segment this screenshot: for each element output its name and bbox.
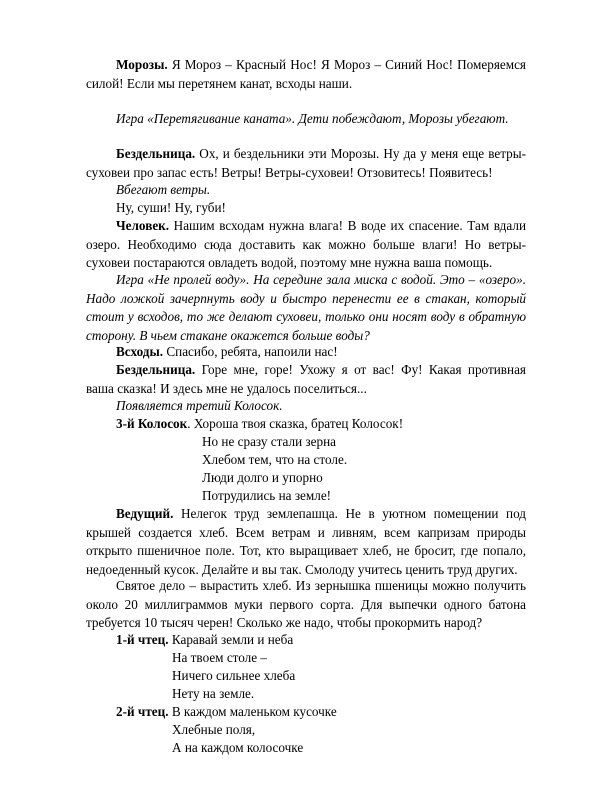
speaker-label: Бездельница. bbox=[116, 362, 196, 377]
stage-direction-third-kolosok: Появляется третий Колосок. bbox=[116, 398, 283, 413]
stage-direction-winds: Вбегают ветры. bbox=[116, 182, 211, 197]
poem-line: На твоем столе – bbox=[172, 650, 268, 665]
paragraph-winds-line: Ну, суши! Ну, губи! bbox=[116, 200, 226, 215]
poem-line: Хлебом тем, что на столе. bbox=[202, 452, 348, 467]
speaker-label: Морозы. bbox=[116, 57, 168, 72]
poem-line: А на каждом колосочке bbox=[172, 740, 304, 755]
speaker-label: Бездельница. bbox=[116, 146, 196, 161]
speaker-label: 2-й чтец. bbox=[116, 704, 169, 719]
paragraph-vskhody bbox=[86, 343, 526, 362]
speaker-label: 3-й Колосок bbox=[116, 416, 188, 431]
paragraph-morozy bbox=[86, 56, 526, 93]
paragraph-text: Каравай земли и неба bbox=[168, 632, 294, 647]
paragraph-bezdelnitsa-1 bbox=[86, 145, 526, 182]
speaker-label: 1-й чтец. bbox=[116, 632, 169, 647]
poem-line: Нету на земле. bbox=[172, 686, 255, 701]
poem-line: Люди долго и упорно bbox=[202, 470, 323, 485]
stage-direction-tug-of-war: Игра «Перетягивание каната». Дети побеждают, Морозы убегают. bbox=[116, 111, 509, 126]
paragraph-text: Горе мне, горе! Ухожу я от вас! Фу! Какая противная ваша сказка! И здесь мне не удалось поселиться... bbox=[86, 362, 526, 396]
stage-direction-water-game: Игра «Не пролей воду». На середине зала миска с водой. Это – «озеро». Надо ложкой зачерпнуть воду и быстро перенести ее в стакан, который стоит у всходов, то же делают суховеи, только они носят воду в обратную сторону. В чьем стакане окажется больше воды? bbox=[86, 272, 526, 343]
speaker-label: Ведущий. bbox=[116, 506, 174, 521]
poem-line: Но не сразу стали зерна bbox=[202, 434, 336, 449]
paragraph-vedushchiy bbox=[86, 505, 526, 579]
paragraph-kolosok bbox=[86, 415, 526, 434]
paragraph-reader-2 bbox=[86, 703, 526, 722]
paragraph-text: Ох, и бездельники эти Морозы. Ну да у меня еще ветры-суховеи про запас есть! Ветры! Ветры-суховеи! Отзовитесь! Появитесь! bbox=[86, 146, 526, 180]
paragraph-reader-1 bbox=[86, 631, 526, 650]
paragraph-text: . Хороша твоя сказка, братец Колосок! bbox=[187, 416, 404, 431]
paragraph-text: Нашим всходам нужна влага! В воде их спасение. Там вдали озеро. Необходимо сюда доставить как можно больше влаги! Но ветры-суховеи постараются овладеть водой, поэтому мне нужна ваша помощь. bbox=[86, 218, 526, 271]
speaker-label: Всходы. bbox=[116, 344, 164, 359]
paragraph-text: В каждом маленьком кусочке bbox=[168, 704, 337, 719]
paragraph-chelovek bbox=[86, 217, 526, 273]
paragraph-text: Спасибо, ребята, напоили нас! bbox=[163, 344, 338, 359]
paragraph-text: Нелегок труд землепашца. Не в уютном помещении под крышей создается хлеб. Всем ветрам и ливням, всем капризам природы открыто пшеничное поле. Тот, кто выращивает хлеб, не бросит, где попало, недоеденный кусок. Делайте и вы так. Смолоду учитесь ценить труд других. bbox=[86, 506, 526, 577]
paragraph-text: Я Мороз – Красный Нос! Я Мороз – Синий Нос! Померяемся силой! Если мы перетянем канат, всходы наши. bbox=[86, 57, 526, 91]
paragraph-bezdelnitsa-2 bbox=[86, 361, 526, 398]
poem-line: Потрудились на земле! bbox=[202, 488, 332, 503]
speaker-label: Человек. bbox=[116, 218, 170, 233]
paragraph-bread-facts: Святое дело – вырастить хлеб. Из зернышка пшеницы можно получить около 20 миллиграммов муки первого сорта. Для выпечки одного батона требуется 10 тысяч черен! Сколько же надо, чтобы прокормить народ? bbox=[86, 578, 526, 631]
poem-line: Ничего сильнее хлеба bbox=[172, 668, 296, 683]
poem-line: Хлебные поля, bbox=[172, 722, 256, 737]
